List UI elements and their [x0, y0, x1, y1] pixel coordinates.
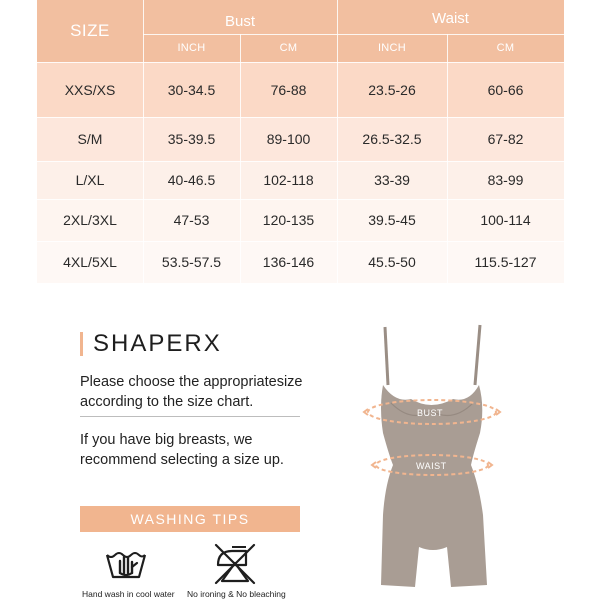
table-cell-waist-inch: 45.5-50	[368, 254, 416, 270]
bodysuit-figure	[355, 315, 510, 600]
table-cell-waist-inch: 23.5-26	[368, 81, 416, 98]
table-cell-waist-cm: 60-66	[487, 81, 524, 98]
table-cell-waist-inch: 26.5-32.5	[362, 131, 422, 147]
table-cell-size: L/XL	[75, 172, 105, 188]
waist-header: Waist	[432, 9, 469, 27]
table-cell-waist-cm: 67-82	[487, 131, 524, 147]
hand-wash-label: Hand wash in cool water	[82, 589, 175, 599]
no-iron-no-bleach-icon	[212, 541, 258, 590]
waist-label: WAIST	[416, 461, 447, 471]
table-cell-size: S/M	[77, 131, 103, 147]
table-cell-waist-inch: 33-39	[374, 172, 410, 188]
table-cell-bust-inch: 47-53	[173, 212, 210, 228]
divider	[80, 416, 300, 417]
bust-inch-header: INCH	[177, 42, 206, 54]
table-cell-size: 2XL/3XL	[63, 212, 117, 228]
table-cell-bust-inch: 35-39.5	[167, 131, 216, 147]
size-tip-text: Please choose the appropriatesize according to the size chart.	[80, 374, 303, 410]
brand-accent-bar	[80, 332, 83, 356]
bust-header: Bust	[224, 12, 255, 30]
table-cell-bust-inch: 30-34.5	[167, 81, 216, 98]
bust-cm-header: CM	[279, 42, 298, 54]
no-iron-no-bleach-label: No ironing & No bleaching	[187, 589, 286, 599]
big-bust-tip-text: If you have big breasts, we recommend selecting a size up.	[80, 432, 284, 468]
table-cell-bust-cm: 136-146	[262, 254, 315, 270]
table-cell-bust-cm: 102-118	[263, 172, 314, 188]
waist-cm-header: CM	[496, 42, 515, 54]
size-header: SIZE	[70, 21, 110, 40]
waist-inch-header: INCH	[377, 42, 407, 54]
hand-wash-icon	[104, 543, 148, 588]
size-chart	[37, 0, 564, 283]
table-cell-waist-inch: 39.5-45	[368, 212, 416, 228]
table-cell-waist-cm: 83-99	[487, 172, 524, 188]
table-cell-size: XXS/XS	[64, 81, 116, 98]
table-cell-waist-cm: 100-114	[480, 212, 531, 228]
washing-tips-heading: WASHING TIPS	[80, 506, 300, 532]
table-cell-size: 4XL/5XL	[63, 254, 117, 270]
bodysuit-illustration	[355, 315, 510, 600]
bust-label: BUST	[417, 408, 444, 418]
brand-logo: SHAPERX	[93, 330, 222, 357]
table-cell-bust-cm: 89-100	[266, 131, 311, 147]
table-cell-bust-cm: 120-135	[262, 212, 315, 228]
table-cell-bust-inch: 40-46.5	[167, 172, 216, 188]
brand	[80, 330, 222, 358]
table-cell-waist-cm: 115.5-127	[474, 254, 537, 270]
table-cell-bust-inch: 53.5-57.5	[161, 254, 222, 270]
table-cell-bust-cm: 76-88	[270, 81, 307, 98]
